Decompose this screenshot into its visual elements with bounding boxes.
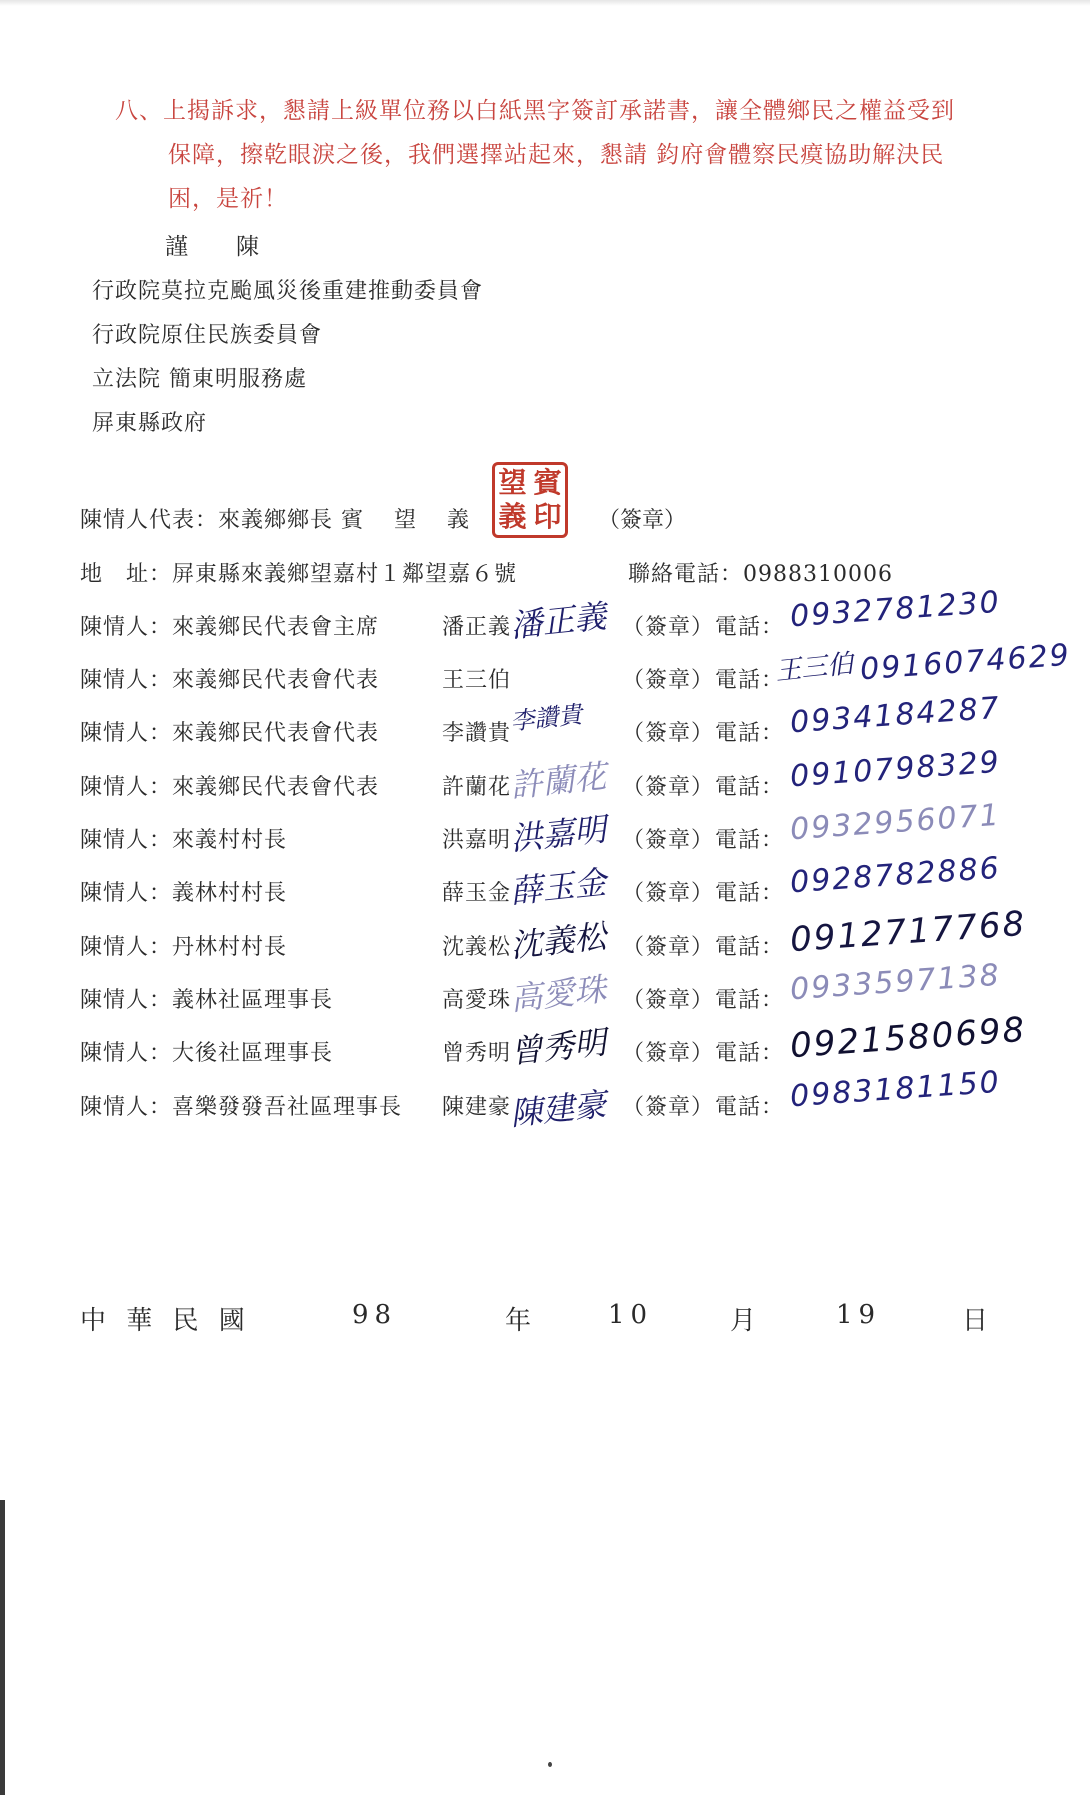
recipient-1: 行政院莫拉克颱風災後重建推動委員會 <box>92 279 484 304</box>
handwritten-phone: 0933597138 <box>789 957 1002 1008</box>
sign-label: （簽章） <box>622 828 715 853</box>
sign-label: （簽章） <box>622 615 715 640</box>
signer-name: 洪嘉明 <box>442 828 512 853</box>
handwritten-phone: 0916074629 <box>859 637 1072 688</box>
representative-name: 賓 望 義 <box>341 508 482 533</box>
handwritten-signature: 洪嘉明 <box>508 810 608 858</box>
scan-speck <box>548 1762 552 1767</box>
signer-title: 陳情人：來義鄉民代表會主席 <box>80 615 380 640</box>
chen-char: 陳 <box>236 234 263 260</box>
seal-char-1: 望 <box>498 466 527 499</box>
signer-name: 潘正義 <box>442 615 512 640</box>
handwritten-phone: 0983181150 <box>789 1064 1002 1115</box>
recipient-3: 立法院 簡東明服務處 <box>92 367 307 392</box>
handwritten-phone: 0910798329 <box>789 744 1002 795</box>
signer-title: 陳情人：來義鄉民代表會代表 <box>80 775 380 800</box>
tel-label: 電話： <box>715 1095 785 1120</box>
seal-char-2: 賓 <box>533 466 562 499</box>
handwritten-phone: 0932956071 <box>789 797 1002 848</box>
signer-title: 陳情人：大後社區理事長 <box>80 1041 334 1066</box>
tel-label: 電話： <box>715 615 785 640</box>
handwritten-phone: 0928782886 <box>789 850 1002 901</box>
handwritten-signature: 王三伯 <box>773 648 855 687</box>
date-year: 98 <box>352 1300 398 1330</box>
signer-name: 許蘭花 <box>442 775 512 800</box>
signer-row <box>0 1064 1090 1140</box>
signer-name: 高愛珠 <box>442 988 512 1013</box>
signer-title: 陳情人：義林社區理事長 <box>80 988 334 1013</box>
tel-label: 電話： <box>715 988 785 1013</box>
signer-name: 薛玉金 <box>442 881 512 906</box>
date-month-unit: 月 <box>730 1306 763 1336</box>
tel-label: 電話： <box>715 935 785 960</box>
page-top-edge <box>0 0 1090 6</box>
tel-label: 電話： <box>715 828 785 853</box>
signer-title: 陳情人：丹林村村長 <box>80 935 288 960</box>
handwritten-signature: 李讚貴 <box>508 700 584 736</box>
respectfully-submitted <box>165 228 263 261</box>
date-era: 中 華 民 國 <box>80 1306 251 1336</box>
signer-title: 陳情人：義林村村長 <box>80 881 288 906</box>
signer-title: 陳情人：來義村村長 <box>80 828 288 853</box>
date-day: 19 <box>836 1300 882 1330</box>
signer-name: 沈義松 <box>442 935 512 960</box>
seal-char-3: 義 <box>498 500 527 533</box>
handwritten-signature: 薛玉金 <box>508 863 608 911</box>
handwritten-signature: 潘正義 <box>508 597 608 645</box>
handwritten-signature: 許蘭花 <box>508 757 608 805</box>
sign-label: （簽章） <box>622 881 715 906</box>
petition-item-8-line-1: 八、上揭訴求，懇請上級單位務以白紙黑字簽訂承諾書，讓全體鄉民之權益受到 <box>115 98 955 124</box>
handwritten-phone: 0912717768 <box>788 903 1028 961</box>
representative-sign-label: （簽章） <box>598 508 687 533</box>
handwritten-signature: 沈義松 <box>508 917 608 965</box>
representative-line <box>80 503 481 534</box>
handwritten-signature: 陳建豪 <box>508 1085 608 1133</box>
handwritten-phone: 0921580698 <box>788 1009 1028 1067</box>
handwritten-signature: 曾秀明 <box>508 1023 608 1071</box>
signer-title: 陳情人：來義鄉民代表會代表 <box>80 721 380 746</box>
date-year-unit: 年 <box>505 1306 538 1336</box>
signer-title: 陳情人：喜樂發發吾社區理事長 <box>80 1095 403 1120</box>
signer-title: 陳情人：來義鄉民代表會代表 <box>80 668 380 693</box>
tel-label: 電話： <box>715 668 785 693</box>
official-seal-stamp <box>492 462 568 538</box>
sign-label: （簽章） <box>622 775 715 800</box>
sign-label: （簽章） <box>622 721 715 746</box>
handwritten-signature: 高愛珠 <box>508 970 608 1018</box>
recipient-2: 行政院原住民族委員會 <box>92 323 323 348</box>
sign-label: （簽章） <box>622 935 715 960</box>
handwritten-phone: 0932781230 <box>789 584 1002 635</box>
tel-label: 電話： <box>715 1041 785 1066</box>
tel-label: 電話： <box>715 775 785 800</box>
handwritten-phone: 0934184287 <box>789 690 1002 741</box>
jin-char: 謹 <box>165 234 192 260</box>
sign-label: （簽章） <box>622 1095 715 1120</box>
signer-name: 曾秀明 <box>442 1041 512 1066</box>
representative-label: 陳情人代表：來義鄉鄉長 <box>80 508 334 533</box>
scan-left-edge <box>0 1500 5 1795</box>
petition-item-8-line-2: 保障，擦乾眼淚之後，我們選擇站起來，懇請 鈞府會體察民瘼協助解決民 <box>168 142 945 168</box>
tel-label: 電話： <box>715 881 785 906</box>
address-line: 地 址：屏東縣來義鄉望嘉村１鄰望嘉６號 <box>80 562 518 587</box>
contact-phone: 聯絡電話：0988310006 <box>628 562 893 587</box>
sign-label: （簽章） <box>622 1041 715 1066</box>
petition-item-8-line-3: 困，是祈！ <box>168 186 288 212</box>
sign-label: （簽章） <box>622 988 715 1013</box>
sign-label: （簽章） <box>622 668 715 693</box>
tel-label: 電話： <box>715 721 785 746</box>
recipient-4: 屏東縣政府 <box>92 411 208 436</box>
seal-char-4: 印 <box>533 500 562 533</box>
signer-name: 陳建豪 <box>442 1095 512 1120</box>
date-day-unit: 日 <box>962 1306 995 1336</box>
signer-name: 王三伯 <box>442 668 512 693</box>
date-month: 10 <box>608 1300 654 1330</box>
signer-name: 李讚貴 <box>442 721 512 746</box>
